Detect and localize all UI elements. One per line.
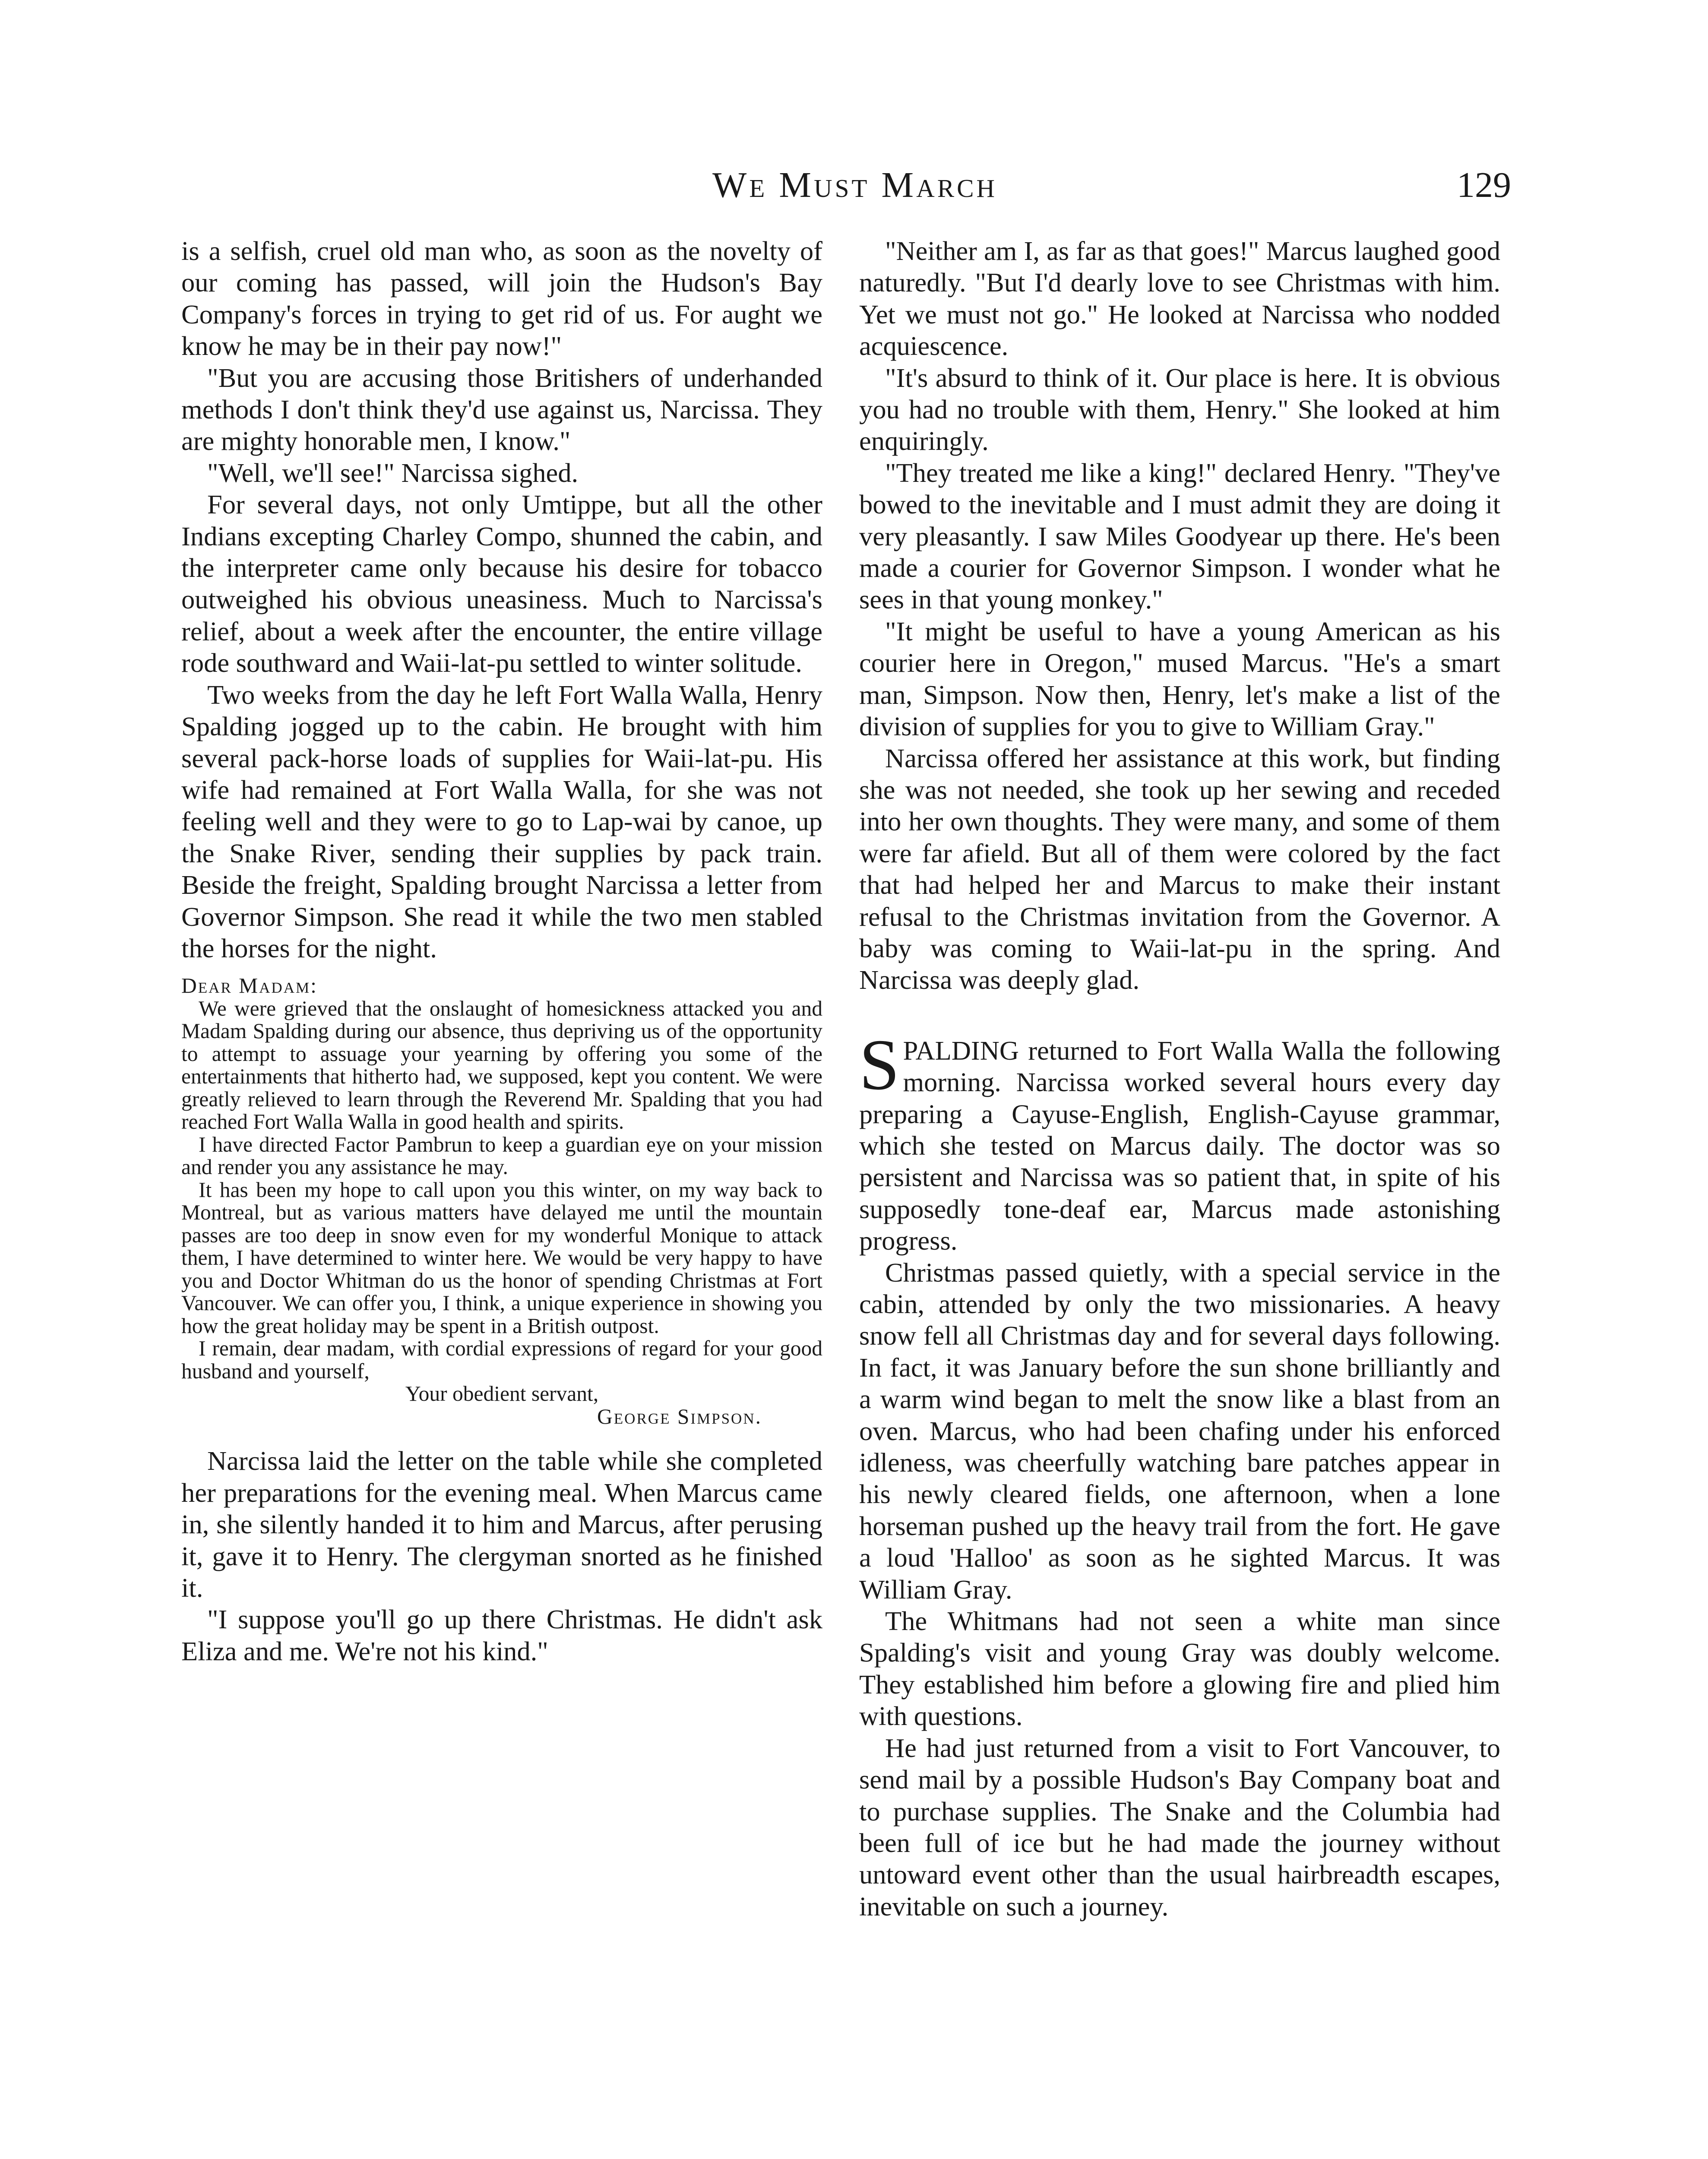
- letter-closing: Your obedient servant,: [405, 1382, 599, 1406]
- governor-letter: [181, 975, 822, 1428]
- page-number: 129: [1457, 165, 1511, 205]
- paragraph: "It's absurd to think of it. Our place is here. It is obvious you had no trouble with them, Henry." She looked at him enquiringly.: [859, 362, 1500, 456]
- letter-paragraph: We were grieved that the onslaught of homesickness attacked you and Madam Spalding during our absence, thus depriving us of the opportunity to attempt to assuage your yearning by offering you some of the entertainments that hitherto had, we supposed, kept you content. We were greatly relieved to learn through the Reverend Mr. Spalding that you had reached Fort Walla Walla in good health and spirits.: [181, 996, 822, 1134]
- running-head: [0, 164, 1708, 220]
- paragraph: Narcissa offered her assistance at this work, but finding she was not needed, she took up her sewing and receded into her own thoughts. They were many, and some of them were far afield. But all of them were colored by the fact that had helped her and Marcus to make their instant refusal to the Christmas invitation from the Governor. A baby was coming to Waii-lat-pu in the spring. And Narcissa was deeply glad.: [859, 743, 1500, 995]
- letter-signature: George Simpson.: [597, 1404, 762, 1428]
- letter-paragraph: I remain, dear madam, with cordial expressions of regard for your good husband and yourself,: [181, 1336, 822, 1383]
- paragraph: He had just returned from a visit to Fort Vancouver, to send mail by a possible Hudson's Bay Company boat and to purchase supplies. The Snake and the Columbia had been full of ice but he had made the journey without untoward event other than the usual hairbreadth escapes, inevitable on such a journey.: [859, 1732, 1500, 1922]
- paragraph: "I suppose you'll go up there Christmas. He didn't ask Eliza and me. We're not his kind.": [181, 1604, 822, 1666]
- letter-salutation: Dear Madam:: [181, 974, 318, 998]
- paragraph: "They treated me like a king!" declared Henry. "They've bowed to the inevitable and I must admit they are doing it very pleasantly. I saw Miles Goodyear up there. He's been made a courier for Governor Simpson. I wonder what he sees in that young monkey.": [859, 457, 1500, 615]
- paragraph: "Neither am I, as far as that goes!" Marcus laughed good naturedly. "But I'd dearly love to see Christmas with him. Yet we must not go." He looked at Narcissa who nodded acquiescence.: [859, 236, 1500, 361]
- lead-word: PALDING: [903, 1035, 1019, 1066]
- letter-paragraph: It has been my hope to call upon you this winter, on my way back to Montreal, but as various matters have delayed me until the mountain passes are too deep in snow even for my wonderful Monique to attack them, I have determined to winter here. We would be very happy to have you and Doctor Whitman do us the honor of spending Christmas at Fort Vancouver. We can offer you, I think, a unique experience in showing you how the great holiday may be spent in a British outpost.: [181, 1178, 822, 1338]
- drop-cap: S: [859, 1024, 900, 1105]
- paragraph: Narcissa laid the letter on the table while she completed her preparations for the evening meal. When Marcus came in, she silently handed it to him and Marcus, after perusing it, gave it to Henry. The clergyman snorted as he finished it.: [181, 1446, 822, 1603]
- right-column: [859, 235, 1500, 1922]
- left-column: [181, 235, 822, 1667]
- letter-paragraph: I have directed Factor Pambrun to keep a guardian eye on your mission and render you any assistance he may.: [181, 1132, 822, 1179]
- running-title: We Must March: [712, 165, 998, 205]
- paragraph: is a selfish, cruel old man who, as soon as the novelty of our coming has passed, will join the Hudson's Bay Company's forces in trying to get rid of us. For aught we know he may be in their pay now!": [181, 236, 822, 361]
- paragraph: "It might be useful to have a young American as his courier here in Oregon," mused Marcus. "He's a smart man, Simpson. Now then, Henry, let's make a list of the division of supplies for you to give to William Gray.": [859, 616, 1500, 742]
- paragraph: Two weeks from the day he left Fort Walla Walla, Henry Spalding jogged up to the cabin. He brought with him several pack-horse loads of supplies for Waii-lat-pu. His wife had remained at Fort Walla Walla, for she was not feeling well and they were to go to Lap-wai by canoe, up the Snake River, sending their supplies by pack train. Beside the freight, Spalding brought Narcissa a letter from Governor Simpson. She read it while the two men stabled the horses for the night.: [181, 679, 822, 963]
- paragraph-text: returned to Fort Walla Walla the following morning. Narcissa worked several hours every day preparing a Cayuse-English, English-Cayuse grammar, which she tested on Marcus daily. The doctor was so persistent and Narcissa was so patient that, in spite of his supposedly tone-deaf ear, Marcus made astonishing progress.: [859, 1035, 1500, 1256]
- paragraph: For several days, not only Umtippe, but all the other Indians excepting Charley Compo, shunned the cabin, and the interpreter came only because his desire for tobacco outweighed his obvious uneasiness. Much to Narcissa's relief, about a week after the encounter, the entire village rode southward and Waii-lat-pu settled to winter solitude.: [181, 489, 822, 678]
- paragraph: "But you are accusing those Britishers of underhanded methods I don't think they'd use against us, Narcissa. They are mighty honorable men, I know.": [181, 362, 822, 456]
- paragraph: "Well, we'll see!" Narcissa sighed.: [207, 457, 579, 488]
- section-opening-paragraph: [859, 1024, 1500, 1257]
- paragraph: The Whitmans had not seen a white man since Spalding's visit and young Gray was doubly welcome. They established him before a glowing fire and plied him with questions.: [859, 1606, 1500, 1732]
- paragraph: Christmas passed quietly, with a special service in the cabin, attended by only the two missionaries. A heavy snow fell all Christmas day and for several days following. In fact, it was January before the sun shone brilliantly and a warm wind began to melt the snow like a blast from an oven. Marcus, who had been chafing under his enforced idleness, was cheerfully watching bare patches appear in his newly cleared fields, one afternoon, when a lone horseman pushed up the heavy trail from the fort. He gave a loud 'Halloo' as soon as he sighted Marcus. It was William Gray.: [859, 1257, 1500, 1605]
